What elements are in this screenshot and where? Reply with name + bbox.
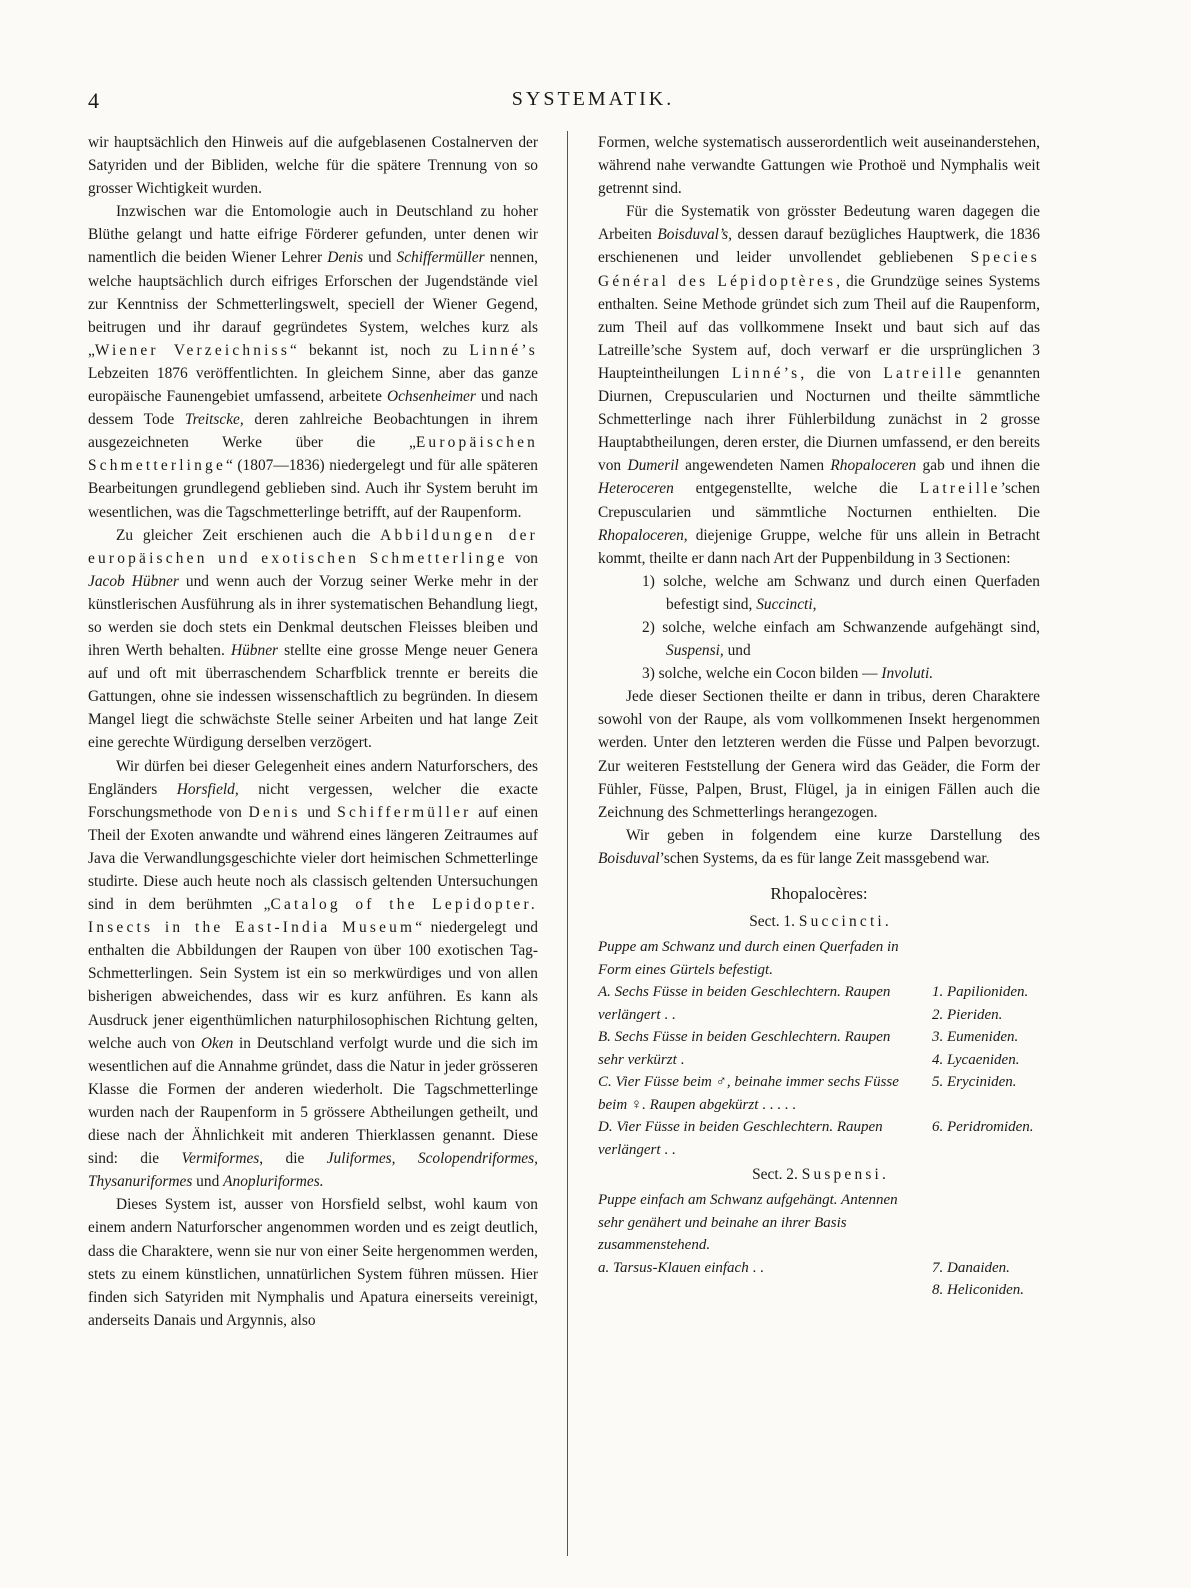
list-item: 1) solche, welche am Schwanz und durch einen Querfaden befestigt sind, Succincti, bbox=[642, 572, 1040, 613]
family-name: 7. Danaiden. bbox=[932, 1259, 1010, 1276]
family-cell bbox=[908, 981, 1040, 1026]
left-column bbox=[88, 131, 538, 1332]
tribe-description: B. Sechs Füsse in beiden Geschlechtern. Raupen sehr verkürzt . bbox=[598, 1029, 891, 1068]
paragraph: Formen, welche systematisch ausserordentlich weit auseinanderstehen, während nahe verwandte Gattungen wie Prothoë und Nymphalis weit getrennt sind. bbox=[598, 134, 1040, 198]
running-title: SYSTEMATIK. bbox=[511, 88, 675, 110]
tribe-description: C. Vier Füsse beim ♂, beinahe immer sechs Füsse beim ♀. Raupen abgekürzt . . . . . bbox=[598, 1074, 899, 1113]
section-intro: Puppe einfach am Schwanz aufgehängt. Antennen sehr genähert und beinahe an ihrer Basis zusammenstehend. bbox=[598, 1192, 898, 1253]
family-name: 4. Lycaeniden. bbox=[932, 1051, 1020, 1068]
paragraph: Inzwischen war die Entomologie auch in Deutschland zu hoher Blüthe gelangt und hatte eifrige Förderer gefunden, unter denen wir namentlich die beiden Wiener Lehrer Denis und Schiffermüller nennen, welche hauptsächlich durch eifriges Erforschen der Jugendstände viel zur Kenntniss der Schmetterlingswelt, speciell der Wiener Gegend, beitrugen und ihr darauf gegründetes System, welches kurz als „Wiener Verzeichniss“ bekannt ist, noch zu Linné’s Lebzeiten 1876 veröffentlichten. In gleichem Sinne, aber das ganze europäische Faunengebiet umfassend, arbeitete Ochsenheimer und nach dessem Tode Treitscke, deren zahlreiche Beobachtungen in ihrem ausgezeichneten Werke über die „Europäischen Schmetterlinge“ (1807—1836) niedergelegt und für alle späteren Bearbeitungen grundlegend geblieben sind. Auch ihr System beruht im wesentlichen, was die Tagschmetterlinge betrifft, auf der Raupenform. bbox=[88, 203, 538, 521]
right-column bbox=[598, 131, 1040, 1302]
list-item: 3) solche, welche ein Cocon bilden — Involuti. bbox=[642, 665, 934, 683]
family-name: 8. Heliconiden. bbox=[932, 1282, 1025, 1298]
table-row bbox=[598, 1071, 1040, 1116]
paragraph: Zu gleicher Zeit erschienen auch die Abbildungen der europäischen und exotischen Schmetterlinge von Jacob Hübner und wenn auch der Vorzug seiner Werke mehr in der künstlerischen Ausführung als in ihrer systematischen Behandlung liegt, so werden sie doch stets ein Denkmal deutschen Fleisses bleiben und ihren Werth behalten. Hübner stellte eine grosse Menge neuer Genera auf und oft mit überraschendem Scharfblick trennte er bereits die Gattungen, ohne sie indessen wissenschaftlich zu begründen. In diesem Mangel liegt die schwächste Stelle seiner Arbeiten und hat lange Zeit eine gerechte Würdigung derselben verzögert. bbox=[88, 526, 538, 752]
paragraph: Jede dieser Sectionen theilte er dann in tribus, deren Charaktere sowohl von der Raupe, als vom vollkommenen Insekt hergenommen werden. Unter den letzteren werden die Füsse und Palpen bevorzugt. Zur weiteren Feststellung der Genera wird das Geäder, die Form der Fühler, Füsse, Palpen, Brust, Flügel, ja in einigen Fällen auch die Zeichnung des Schmetterlings herangezogen. bbox=[598, 688, 1040, 821]
list-item: 2) solche, welche einfach am Schwanzende aufgehängt sind, Suspensi, und bbox=[642, 618, 1040, 660]
page-header bbox=[88, 88, 1098, 118]
family-name: 6. Peridromiden. bbox=[932, 1119, 1034, 1135]
paragraph: Dieses System ist, ausser von Horsfield selbst, wohl kaum von einem andern Naturforscher angenommen worden und es zeigt deutlich, dass die Charaktere, wenn sie nur von einer Seite hergenommen werden, stets zu einem künstlichen, unnatürlichen System führen müssen. Hier finden sich Satyriden mit Nymphalis und Apatura einerseits vereinigt, anderseits Danais und Argynnis, also bbox=[88, 1196, 538, 1329]
classification-table bbox=[598, 936, 1040, 1161]
family-name: 5. Eryciniden. bbox=[932, 1074, 1017, 1090]
section-intro: Puppe am Schwanz und durch einen Querfaden in Form eines Gürtels befestigt. bbox=[598, 939, 899, 978]
table-row bbox=[598, 1189, 1040, 1257]
table-row bbox=[598, 1026, 1040, 1071]
family-name: 1. Papilioniden. bbox=[932, 984, 1029, 1000]
tribe-description: a. Tarsus-Klauen einfach . . bbox=[598, 1259, 764, 1276]
table-row bbox=[598, 936, 1040, 981]
column-divider bbox=[567, 131, 568, 1556]
tribe-description: D. Vier Füsse in beiden Geschlechtern. Raupen verlängert . . bbox=[598, 1119, 883, 1158]
table-row bbox=[598, 1257, 1040, 1302]
family-cell bbox=[908, 1071, 1040, 1116]
table-title: Rhopalocères: bbox=[770, 884, 868, 903]
sections-list bbox=[598, 570, 1040, 685]
table-row bbox=[598, 1116, 1040, 1161]
paragraph: Für die Systematik von grösster Bedeutung waren dagegen die Arbeiten Boisduval’s, dessen darauf bezügliches Hauptwerk, die 1836 erschienenen und leider unvollendet gebliebenen Species Général des Lépidoptères, die Grundzüge seines Systems enthalten. Seine Methode gründet sich zum Theil auf die Raupenform, zum Theil auf das vollkommene Insekt und baut sich auf das Latreille’sche System auf, doch verwarf er die ursprünglichen 3 Haupteintheilungen Linné’s, die von Latreille genannten Diurnen, Crepuscularien und Nocturnen und theilte sämmtliche Schmetterlinge nach ihrer Fühlerbildung zunächst in 2 grosse Hauptabtheilungen, deren erster, die Diurnen umfassend, er den bereits von Dumeril angewendeten Namen Rhopaloceren gab und ihnen die Heteroceren entgegenstellte, welche die Latreille’schen Crepuscularien und sämmtliche Nocturnen enthielten. Die Rhopaloceren, diejenige Gruppe, welche für uns allein in Betracht kommt, theilte er dann nach Art der Puppenbildung in 3 Sectionen: bbox=[598, 203, 1041, 567]
table-row bbox=[598, 981, 1040, 1026]
section-heading: Sect. 1. Succincti. bbox=[749, 913, 889, 930]
tribe-description: A. Sechs Füsse in beiden Geschlechtern. Raupen verlängert . . bbox=[598, 984, 891, 1023]
paragraph: wir hauptsächlich den Hinweis auf die aufgeblasenen Costalnerven der Satyriden und der Bibliden, welche für die spätere Trennung von so grosser Wichtigkeit wurden. bbox=[88, 134, 538, 198]
paragraph: Wir geben in folgendem eine kurze Darstellung des Boisduval’schen Systems, da es für lange Zeit massgebend war. bbox=[598, 826, 1040, 867]
page-number: 4 bbox=[88, 88, 99, 113]
family-cell bbox=[908, 1257, 1040, 1302]
family-name: 3. Eumeniden. bbox=[932, 1029, 1019, 1045]
family-cell bbox=[908, 1116, 1040, 1161]
section-heading: Sect. 2. Suspensi. bbox=[752, 1166, 886, 1183]
paragraph: Wir dürfen bei dieser Gelegenheit eines andern Naturforschers, des Engländers Horsfield, nicht vergessen, welcher die exacte Forschungsmethode von Denis und Schiffermüller auf einen Theil der Exoten anwandte und während eines längeren Zeitraumes auf Java die Verwandlungsgeschichte vieler dort heimischen Schmetterlinge studirte. Diese auch heute noch als classisch geltenden Untersuchungen sind in dem berühmten „Catalog of the Lepidopter. Insects in the East-India Museum“ niedergelegt und enthalten die Abbildungen der Raupen von über 100 exotischen Tag-Schmetterlingen. Sein System ist ein so merkwürdiges und von allen bisherigen abweichendes, dass wir es kurz anführen. Es kann als Ausdruck jener eigenthümlichen naturphilosophischen Richtung gelten, welche auch von Oken in Deutschland verfolgt wurde und die sich im wesentlichen auf die Annahme gründet, dass die Natur in jeder grösseren Klasse die Formen der anderen wiederholt. Die Tagschmetterlinge wurden nach der Raupenform in 5 grössere Abtheilungen getheilt, und diese nach der Ähnlichkeit mit anderen Thierklassen genannt. Diese sind: die Vermiformes, die Juliformes, Scolopendriformes, Thysanuriformes und Anopluriformes. bbox=[88, 757, 539, 1191]
family-name: 2. Pieriden. bbox=[932, 1006, 1003, 1023]
family-cell bbox=[908, 1026, 1040, 1071]
classification-table bbox=[598, 1189, 1040, 1302]
